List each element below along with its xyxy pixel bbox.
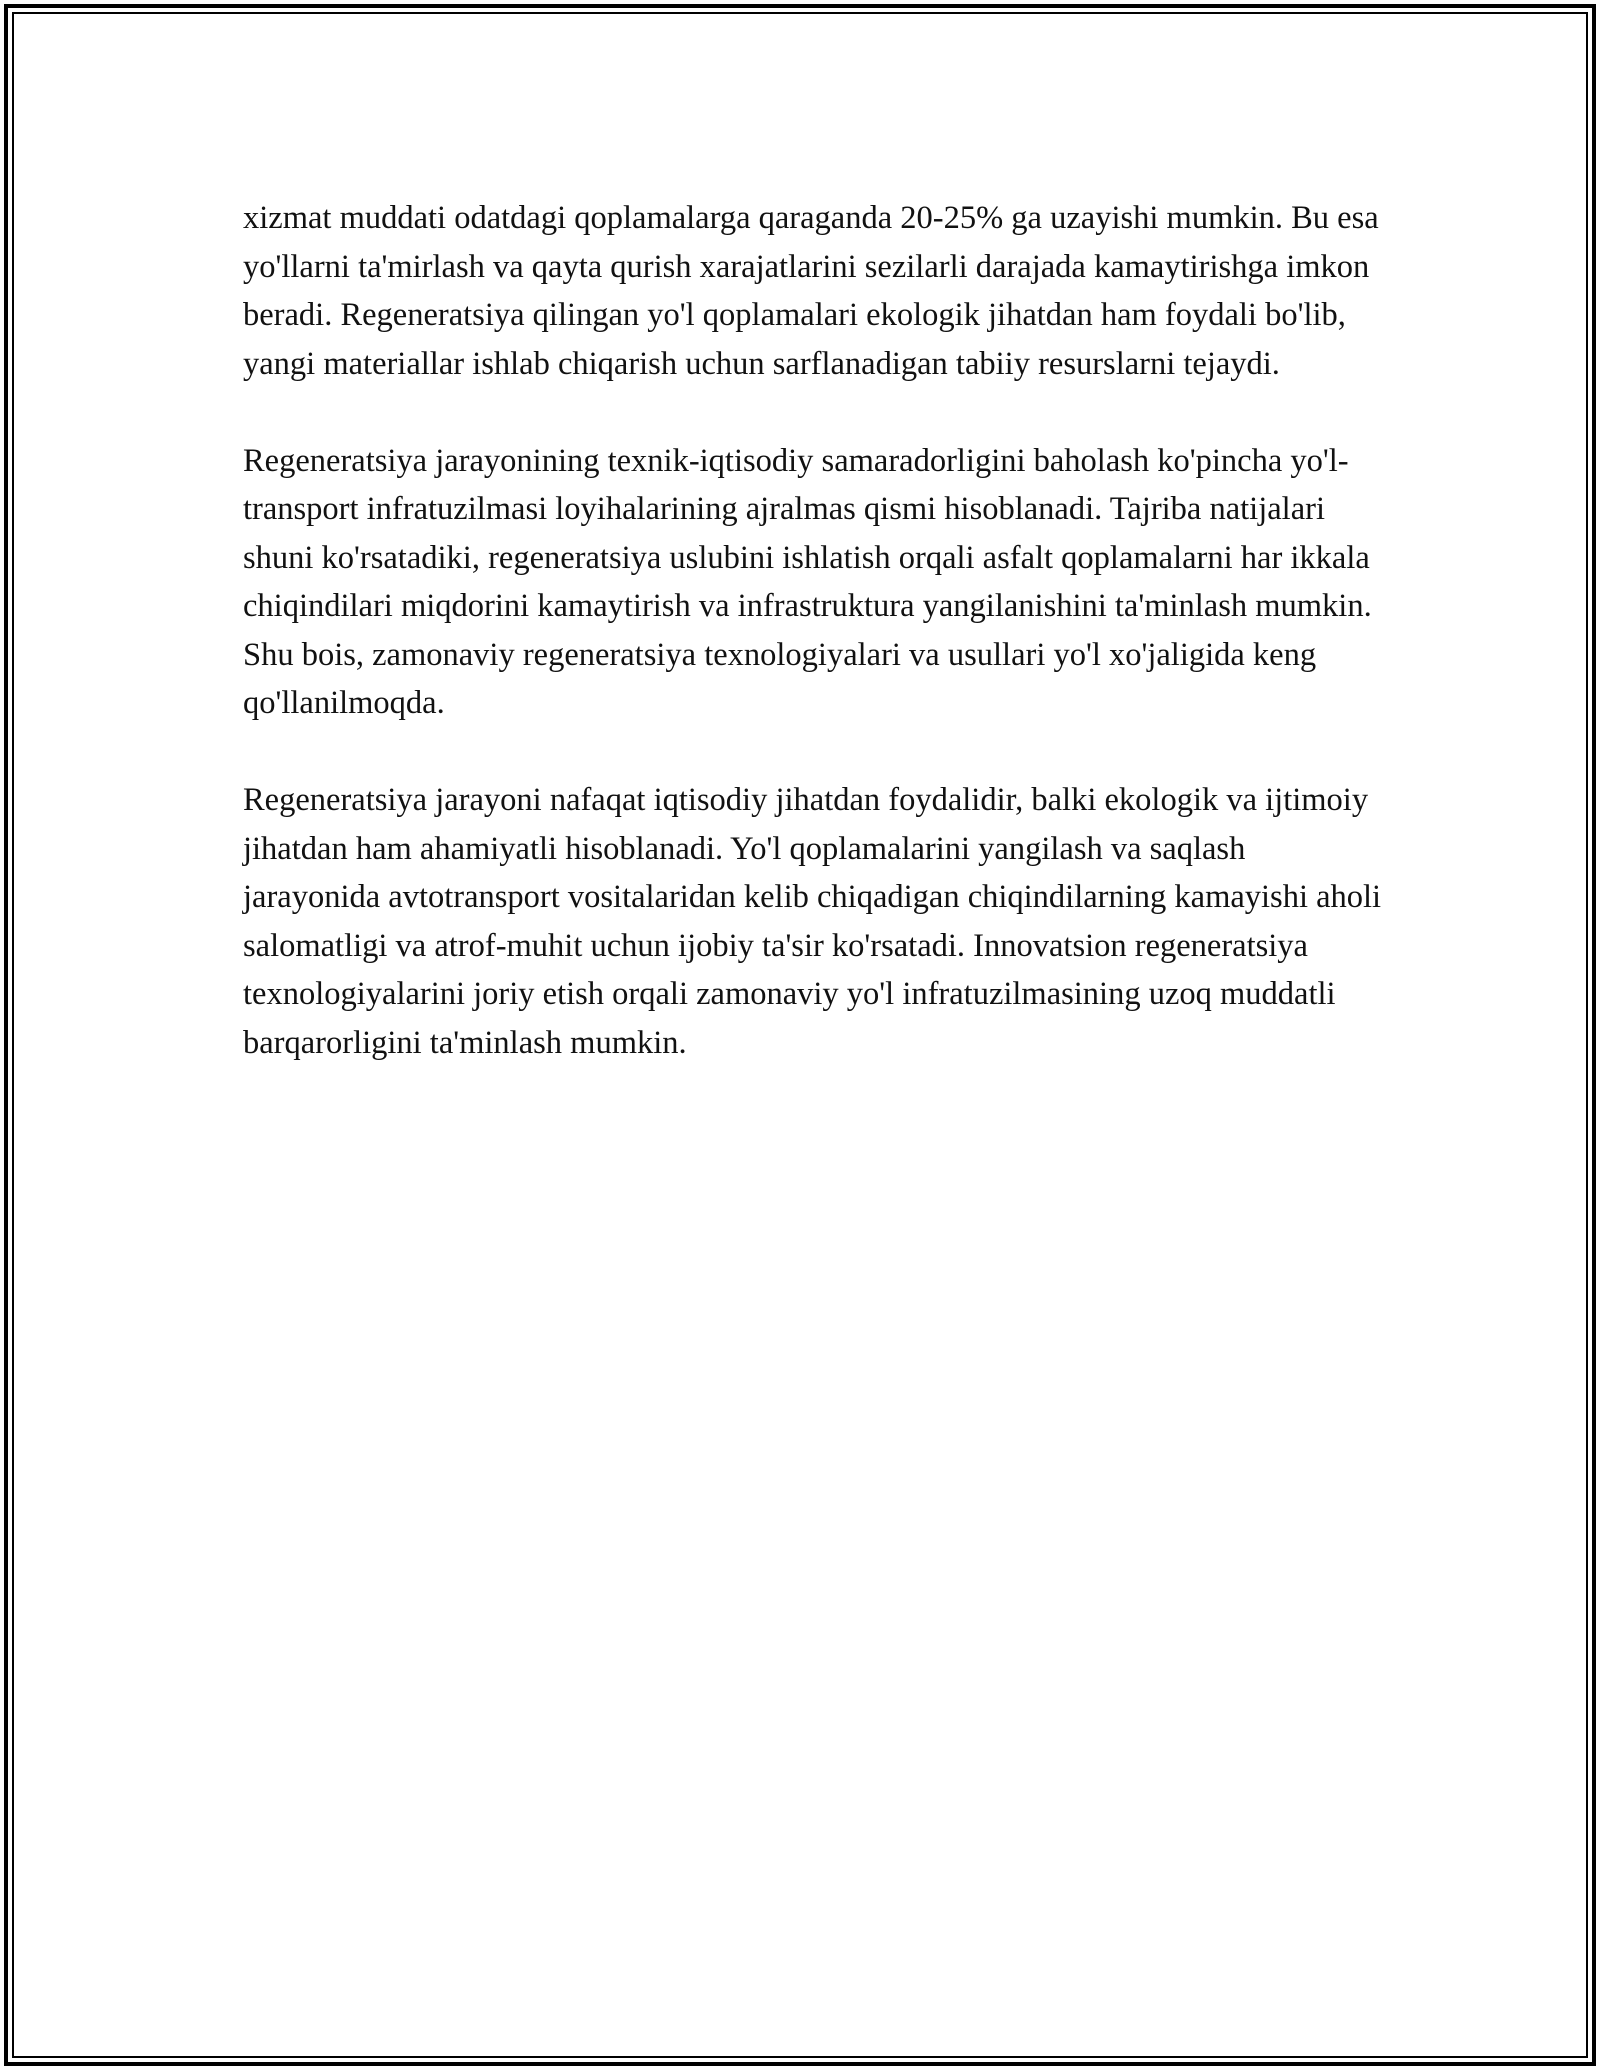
paragraph-3: Regeneratsiya jarayoni nafaqat iqtisodiy jihatdan foydalidir, balki ekologik va ijtimoiy jihatdan ham ahamiyatli hisoblanadi. Yo'l qoplamalarini yangilash va saqlash jarayonida avtotransport vositalaridan kelib chiqadigan chiqindilarning kamayishi aholi salomatligi va atrof-muhit uchun ijobiy ta'sir ko'rsatadi. Innovatsion regeneratsiya texnologiyalarini joriy etish orqali zamonaviy yo'l infratuzilmasining uzoq muddatli barqarorligini ta'minlash mumkin. — [243, 782, 1382, 1061]
paragraph-2: Regeneratsiya jarayonining texnik-iqtisodiy samaradorligini baholash ko'pincha yo'l-transport infratuzilmasi loyihalarining ajralmas qismi hisoblanadi. Tajriba natijalari shuni ko'rsatadiki, regeneratsiya uslubini ishlatish orqali asfalt qoplamalarni har ikkala chiqindilari miqdorini kamaytirish va infrastruktura yangilanishini ta'minlash mumkin. Shu bois, zamonaviy regeneratsiya texnologiyalari va usullari yo'l xo'jaligida keng qo'llanilmoqda. — [243, 442, 1372, 721]
page-frame — [4, 4, 1596, 2066]
document-body — [243, 194, 1383, 1067]
paragraph-1: xizmat muddati odatdagi qoplamalarga qaraganda 20-25% ga uzayishi mumkin. Bu esa yo'llarni ta'mirlash va qayta qurish xarajatlarini sezilarli darajada kamaytirishga imkon beradi. Regeneratsiya qilingan yo'l qoplamalari ekologik jihatdan ham foydali bo'lib, yangi materiallar ishlab chiqarish uchun sarflanadigan tabiiy resurslarni tejaydi. — [243, 200, 1379, 382]
